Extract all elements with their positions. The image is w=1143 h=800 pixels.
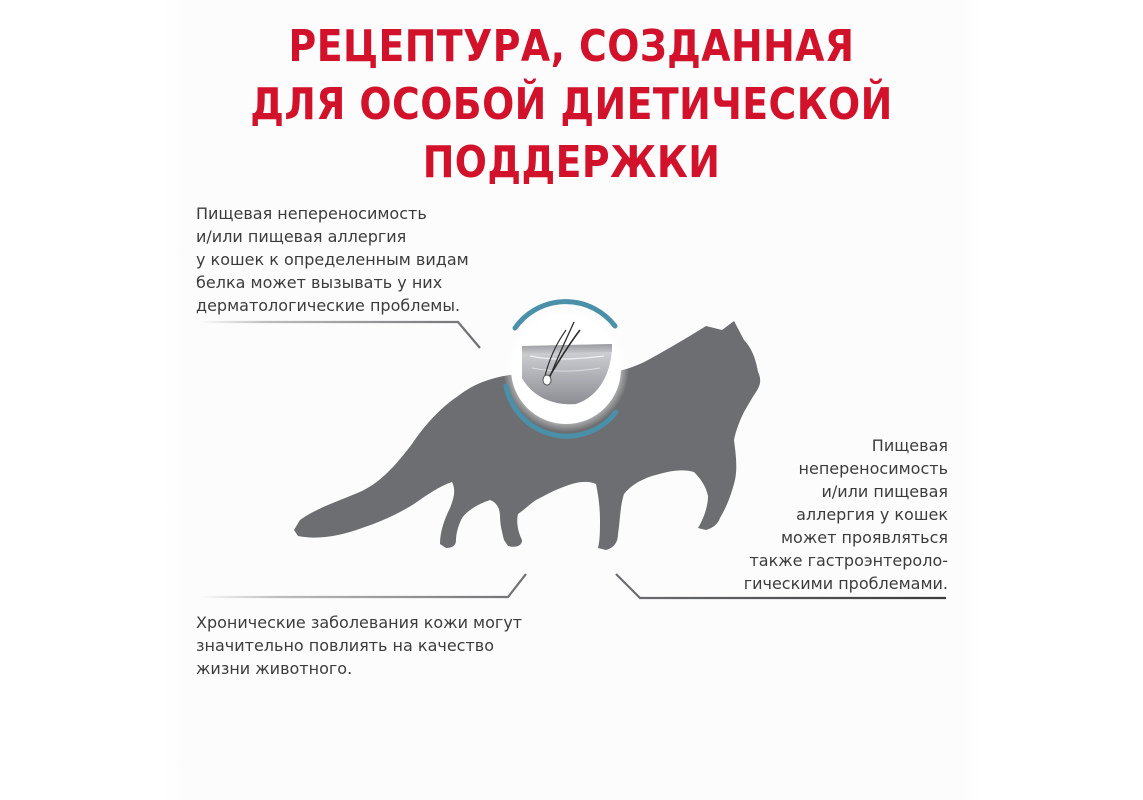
note-chronic-skin <box>196 611 522 680</box>
note-line: может проявляться <box>780 528 948 547</box>
headline-line-1: РЕЦЕПТУРА, СОЗДАННАЯ <box>288 21 855 72</box>
note-line: дерматологические проблемы. <box>196 296 461 315</box>
note-skin-problems <box>196 202 469 317</box>
note-line: значительно повлиять на качество <box>196 636 494 655</box>
headline-line-2: ДЛЯ ОСОБОЙ ДИЕТИЧЕСКОЙ <box>250 79 893 130</box>
leader-top-left <box>196 322 480 348</box>
note-line: Пищевая непереносимость <box>196 204 427 223</box>
note-line: и/или пищевая аллергия <box>196 227 407 246</box>
note-line: непереносимость <box>798 459 948 478</box>
leader-bottom-left <box>196 574 526 597</box>
note-line: также гастроэнтероло- <box>749 551 948 570</box>
note-line: гическими проблемами. <box>743 574 948 593</box>
note-line: белка может вызывать у них <box>196 273 443 292</box>
note-line: и/или пищевая <box>821 482 948 501</box>
note-line: Пищевая <box>871 436 948 455</box>
note-line: аллергия у кошек <box>796 505 948 524</box>
note-line: Хронические заболевания кожи могут <box>196 613 523 632</box>
headline-line-3: ПОДДЕРЖКИ <box>422 137 721 188</box>
note-line: жизни животного. <box>196 659 353 678</box>
note-line: у кошек к определенным видам <box>196 250 469 269</box>
note-gastro-problems <box>744 434 948 595</box>
